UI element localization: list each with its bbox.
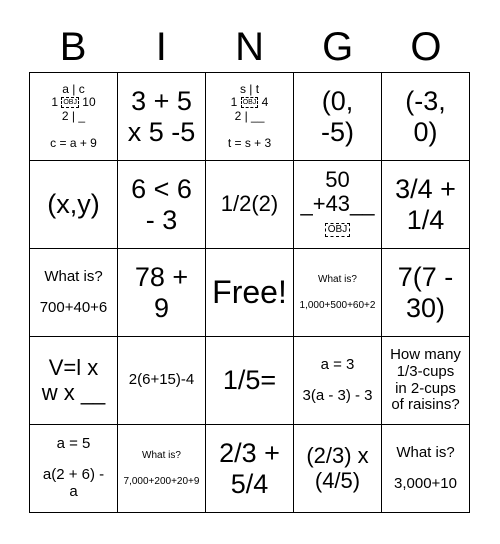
cell-text: t = s + 3 [227, 135, 272, 150]
bingo-cell[interactable] [206, 425, 294, 513]
cell-text: (2/3) x [306, 442, 369, 468]
header-letter-n: N [235, 25, 264, 69]
bingo-cell[interactable] [294, 249, 382, 337]
cell-text: 3(a - 3) - 3 [302, 386, 373, 404]
bingo-cell[interactable] [206, 73, 294, 161]
cell-text: 2 | _ [61, 108, 86, 123]
cell-text-with-object: 1 OBJ 10 [51, 95, 96, 110]
cell-text: a = 5 [56, 435, 91, 453]
cell-text: (4/5) [314, 467, 361, 493]
cell-text: What is? [44, 267, 103, 285]
cell-text: (0, [321, 86, 354, 117]
header-letter-o: O [410, 25, 442, 69]
cell-text: 3 + 5 [131, 86, 192, 117]
cell-text: c = a + 9 [50, 135, 97, 150]
cell-text: 2(6+15)-4 [128, 371, 195, 389]
bingo-header [29, 22, 470, 72]
cell-text: 2/3 + [219, 438, 280, 469]
bingo-cell[interactable] [294, 337, 382, 425]
cell-text: of raisins? [391, 396, 460, 414]
header-letter-i: I [155, 25, 167, 69]
cell-text: (-3, [405, 86, 446, 117]
cell-text: 7,000+200+20+9 [123, 475, 200, 487]
cell-text: 1/2(2) [220, 191, 279, 217]
cell-text: 1/3-cups [396, 362, 455, 380]
cell-text: 3,000+10 [394, 474, 457, 492]
cell-text: a(2 + 6) - [42, 466, 105, 484]
cell-text: (x,y) [47, 189, 100, 220]
header-letter-g: G [322, 25, 354, 69]
cell-text-with-object: 1 OBJ 4 [230, 95, 269, 110]
cell-text: a [69, 482, 78, 500]
cell-text: -5) [321, 116, 354, 147]
bingo-cell[interactable] [294, 161, 382, 249]
cell-text: 7(7 - [397, 262, 454, 293]
cell-text: 9 [153, 292, 170, 323]
bingo-cell[interactable] [206, 337, 294, 425]
bingo-grid [29, 72, 470, 513]
cell-text: 78 + [134, 262, 189, 293]
bingo-cell[interactable] [118, 161, 206, 249]
bingo-cell[interactable] [118, 337, 206, 425]
bingo-cell[interactable] [382, 161, 470, 249]
bingo-cell[interactable] [118, 249, 206, 337]
free-space-cell[interactable] [206, 249, 294, 337]
object-placeholder-icon: OBJ [325, 223, 350, 237]
bingo-cell[interactable] [30, 337, 118, 425]
bingo-cell[interactable] [382, 249, 470, 337]
bingo-cell[interactable] [30, 73, 118, 161]
cell-text: s | t [239, 81, 260, 96]
object-placeholder-icon: OBJ [242, 99, 257, 107]
cell-text: 6 < 6 [131, 174, 192, 205]
bingo-cell[interactable] [294, 73, 382, 161]
bingo-cell[interactable] [30, 161, 118, 249]
bingo-cell[interactable] [30, 425, 118, 513]
cell-text: 0) [413, 116, 438, 147]
cell-text: V=l x [48, 354, 99, 380]
object-placeholder-icon: OBJ [63, 99, 77, 107]
cell-text: in 2-cups [395, 379, 456, 397]
cell-text: 2 | __ [234, 108, 265, 123]
cell-text: 700+40+6 [39, 298, 108, 316]
bingo-cell[interactable] [294, 425, 382, 513]
cell-text: 1/5= [222, 365, 277, 396]
bingo-cell[interactable] [30, 249, 118, 337]
cell-text: _+43__ [300, 191, 375, 217]
cell-text: - 3 [145, 204, 178, 235]
cell-text: 1/4 [406, 204, 445, 235]
bingo-cell[interactable] [382, 337, 470, 425]
header-letter-b: B [59, 25, 87, 69]
free-space-label: Free! [212, 273, 287, 310]
bingo-cell[interactable] [382, 425, 470, 513]
cell-text: 5/4 [230, 468, 269, 499]
bingo-cell[interactable] [206, 161, 294, 249]
bingo-cell[interactable] [118, 425, 206, 513]
cell-text: 50 [325, 166, 350, 192]
cell-text: a | c [62, 81, 85, 96]
bingo-cell[interactable] [382, 73, 470, 161]
cell-object-line [325, 217, 350, 242]
cell-text: How many [390, 345, 461, 363]
cell-text: 1,000+500+60+2 [299, 299, 376, 311]
cell-text: w x __ [41, 379, 106, 405]
cell-text: What is? [318, 274, 357, 286]
cell-text: 30) [405, 292, 446, 323]
cell-text: What is? [396, 443, 455, 461]
cell-text: x 5 -5 [127, 116, 196, 147]
cell-text: What is? [142, 450, 181, 462]
cell-text: a = 3 [320, 355, 355, 373]
cell-text: 3/4 + [395, 174, 456, 205]
bingo-cell[interactable] [118, 73, 206, 161]
